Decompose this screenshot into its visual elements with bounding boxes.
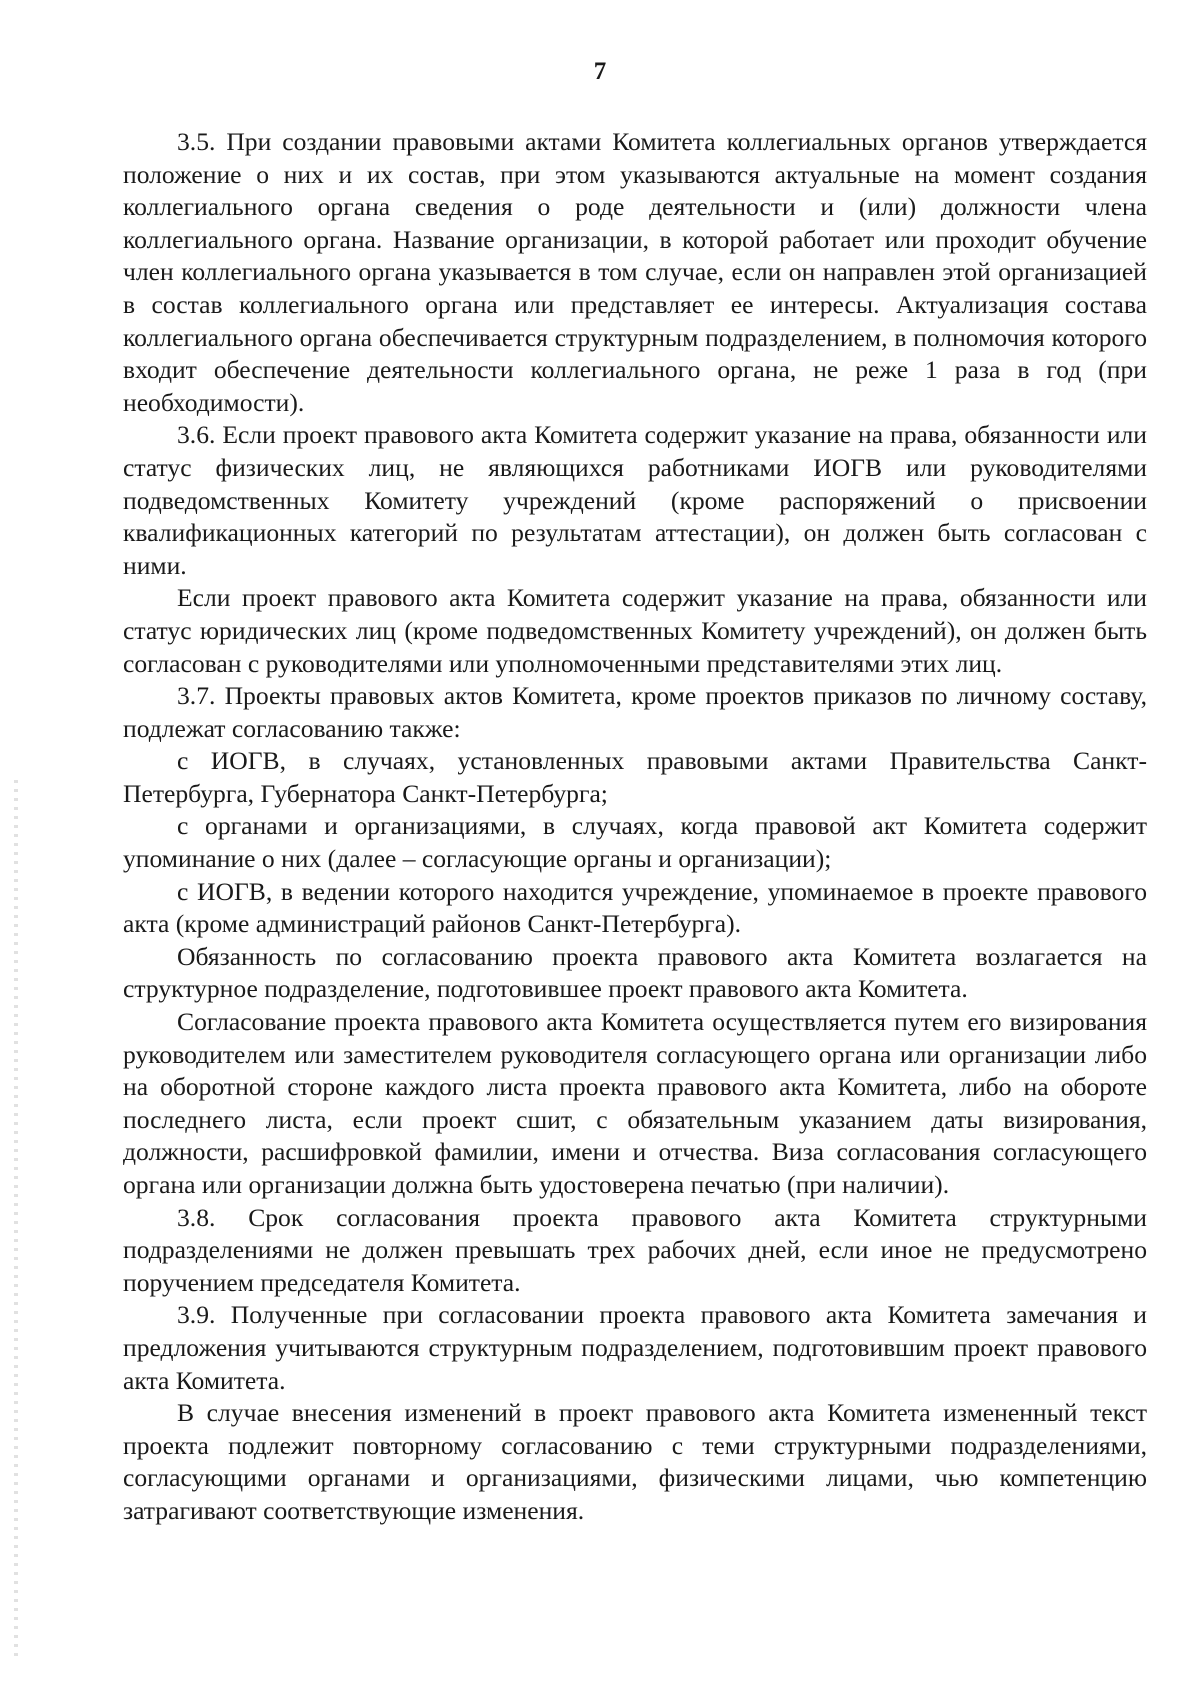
paragraph-3-9: 3.9. Полученные при согласовании проекта правового акта Комитета замечания и предложения учитываются структурным подразделением, подготовившим проект правового акта Комитета.	[123, 1300, 1147, 1395]
scan-binding-edge	[14, 780, 18, 1660]
paragraph-3-7-organizations: с органами и организациями, в случаях, когда правовой акт Комитета содержит упоминание о них (далее – согласующие органы и организации);	[123, 811, 1147, 874]
paragraph-3-6-legal-entities: Если проект правового акта Комитета содержит указание на права, обязанности или статус юридических лиц (кроме подведомственных Комитету учреждений), он должен быть согласован с руководителями или уполномоченными представителями этих лиц.	[123, 583, 1147, 678]
paragraph-3-8: 3.8. Срок согласования проекта правового акта Комитета структурными подразделениями не должен превышать трех рабочих дней, если иное не предусмотрено поручением председателя Комитета.	[123, 1202, 1147, 1297]
paragraph-approval-duty: Обязанность по согласованию проекта правового акта Комитета возлагается на структурное подразделение, подготовившее проект правового акта Комитета.	[123, 941, 1147, 1004]
paragraph-approval-procedure: Согласование проекта правового акта Комитета осуществляется путем его визирования руководителем или заместителем руководителя согласующего органа или организации либо на оборотной стороне каждого листа проекта правового акта Комитета, либо на обороте последнего листа, если проект сшит, с обязательным указанием даты визирования, должности, расшифровкой фамилии, имени и отчества. Виза согласования согласующего органа или организации должна быть удостоверена печатью (при наличии).	[123, 1007, 1147, 1199]
document-body	[123, 126, 1147, 1528]
page-number: 7	[593, 58, 607, 85]
paragraph-changes-reapproval: В случае внесения изменений в проект правового акта Комитета измененный текст проекта подлежит повторному согласованию с теми структурными подразделениями, согласующими органами и организациями, физическими лицами, чью компетенцию затрагивают соответствующие изменения.	[123, 1398, 1147, 1525]
paragraph-3-5: 3.5. При создании правовыми актами Комитета коллегиальных органов утверждается положение о них и их состав, при этом указываются актуальные на момент создания коллегиального органа сведения о роде деятельности и (или) должности члена коллегиального органа. Название организации, в которой работает или проходит обучение член коллегиального органа указывается в том случае, если он направлен этой организацией в состав коллегиального органа или представляет ее интересы. Актуализация состава коллегиального органа обеспечивается структурным подразделением, в полномочия которого входит обеспечение деятельности коллегиального органа, не реже 1 раза в год (при необходимости).	[123, 127, 1147, 417]
paragraph-3-7-iogv-cases: с ИОГВ, в случаях, установленных правовыми актами Правительства Санкт-Петербурга, Губернатора Санкт-Петербурга;	[123, 746, 1147, 808]
paragraph-3-7-iogv-institution: с ИОГВ, в ведении которого находится учреждение, упоминаемое в проекте правового акта (кроме администраций районов Санкт-Петербурга).	[123, 876, 1147, 939]
paragraph-3-6: 3.6. Если проект правового акта Комитета содержит указание на права, обязанности или статус физических лиц, не являющихся работниками ИОГВ или руководителями подведомственных Комитету учреждений (кроме распоряжений о присвоении квалификационных категорий по результатам аттестации), он должен быть согласован с ними.	[123, 420, 1147, 580]
paragraph-3-7: 3.7. Проекты правовых актов Комитета, кроме проектов приказов по личному составу, подлежат согласованию также:	[123, 681, 1147, 743]
